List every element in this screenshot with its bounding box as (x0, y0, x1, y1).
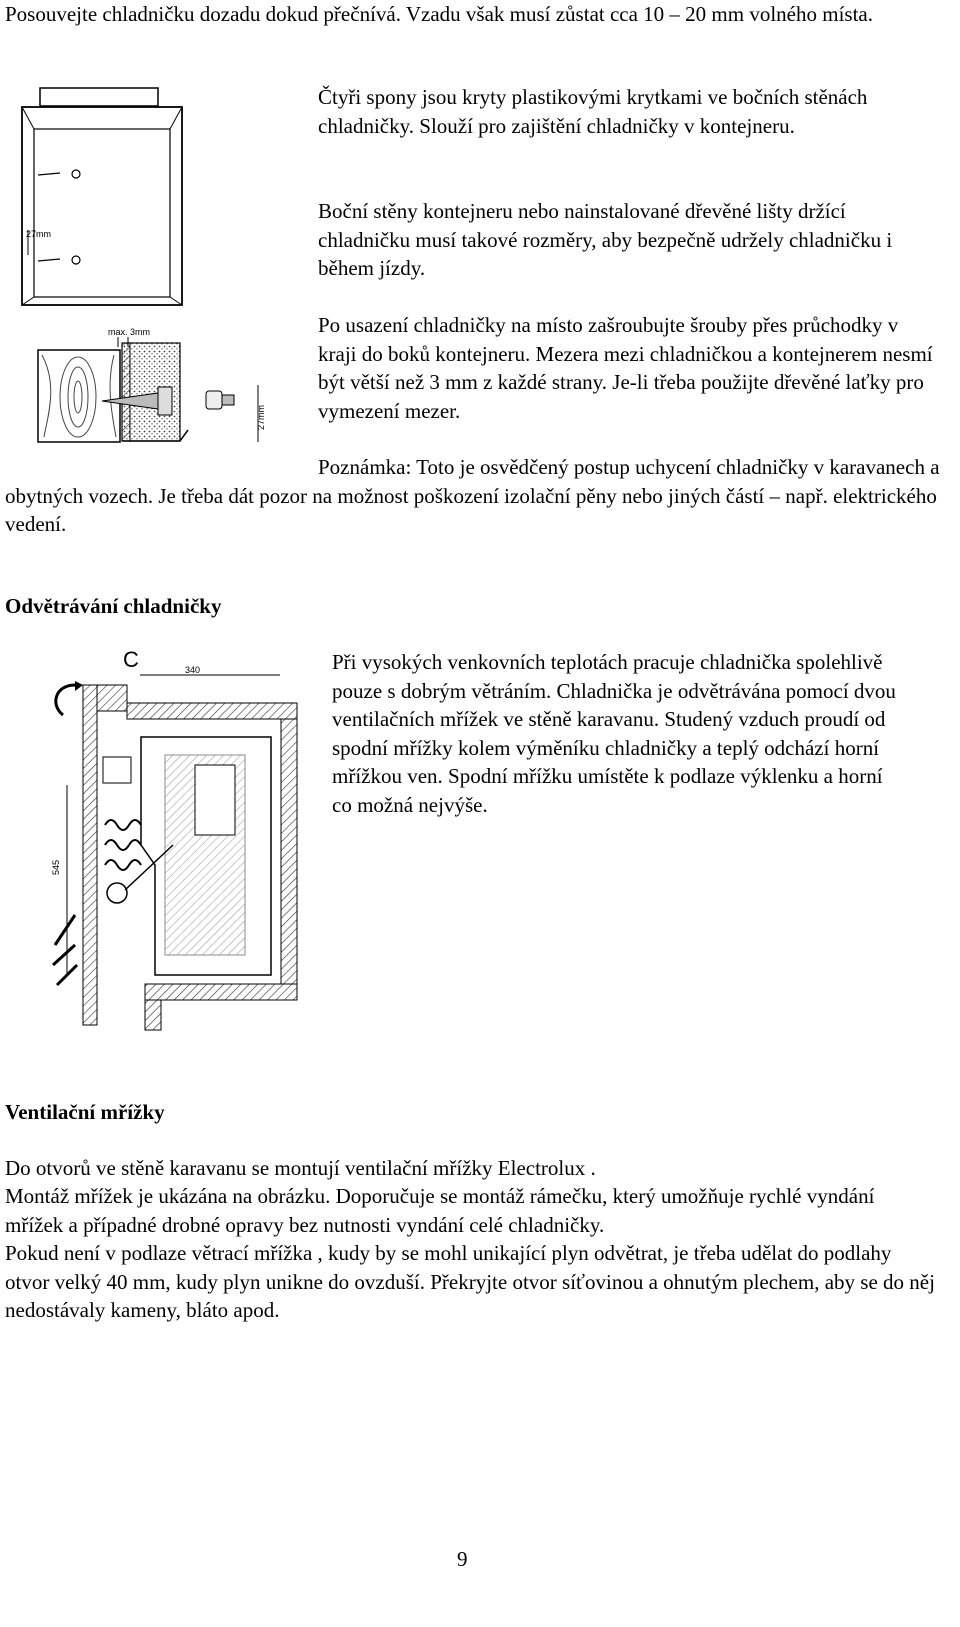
ventilation-paragraph: Při vysokých venkovních teplotách pracuje chladnička spolehlivě pouze s dobrým větráním. Chladnička je odvětrávána pomocí dvou ventilačních mřížek ve stěně karavanu. Studený vzduch proudí od spodní mřížky kolem výměníku chladničky a teplý odchází horní mřížkou ven. Spodní mřížku umístěte k podlaze výklenku a horní co možná nejvýše. (332, 650, 896, 817)
dimension-label-545: 545 (51, 859, 61, 875)
intro-paragraph: Posouvejte chladničku dozadu dokud přečnívá. Vzadu však musí zůstat cca 10 – 20 mm volného místa. (5, 2, 874, 26)
clips-paragraph: Čtyři spony jsou kryty plastikovými krytkami ve bočních stěnách chladničky. Slouží pro zajištění chladničky v kontejneru. (318, 85, 868, 138)
side-walls-paragraph: Boční stěny kontejneru nebo nainstalované dřevěné lišty držící chladničku musí takové rozměry, aby bezpečně udržely chladničku i během jízdy. (318, 199, 893, 280)
grilles-line-2: Montáž mřížek je ukázána na obrázku. Doporučuje se montáž rámečku, který umožňuje rychlé vyndání mřížek a případné drobné opravy bez nutnosti vyndání celé chladničky. (5, 1184, 875, 1237)
grilles-heading: Ventilační mřížky (5, 1100, 165, 1124)
dimension-label-340: 340 (185, 665, 201, 675)
ventilation-heading: Odvětrávání chladničky (5, 594, 222, 618)
dimension-label-27mm-detail: 27mm (256, 404, 266, 430)
ventilation-diagram (45, 645, 315, 1040)
dimension-label-max3mm: max. 3mm (108, 327, 151, 337)
figure-letter: C (123, 647, 139, 672)
page-number: 9 (457, 1547, 468, 1571)
grilles-line-3: Pokud není v podlaze větrací mřížka , kudy by se mohl unikající plyn odvětrat, je třeba udělat do podlahy otvor velký 40 mm, kudy plyn unikne do ovzduší. Překryjte otvor síťovinou a ohnutým plechem, aby se do něj nedostávaly kameny, bláto apod. (5, 1241, 935, 1322)
note-paragraph: Poznámka: Toto je osvědčený postup uchycení chladničky v karavanech a obytných vozech. Je třeba dát pozor na možnost poškození izolační pěny nebo jiných částí – např. elektrického vedení. (5, 455, 940, 536)
grilles-line-1: Do otvorů ve stěně karavanu se montují ventilační mřížky Electrolux . (5, 1156, 596, 1180)
screws-paragraph: Po usazení chladničky na místo zašroubujte šrouby přes průchodky v kraji do boků kontejneru. Mezera mezi chladničkou a kontejnerem nesmí být větší než 3 mm z každé strany. Je-li třeba použijte dřevěné laťky pro vymezení mezer. (318, 313, 933, 423)
fridge-mounting-diagram (18, 85, 288, 450)
dimension-label-27mm: 27mm (26, 229, 52, 239)
